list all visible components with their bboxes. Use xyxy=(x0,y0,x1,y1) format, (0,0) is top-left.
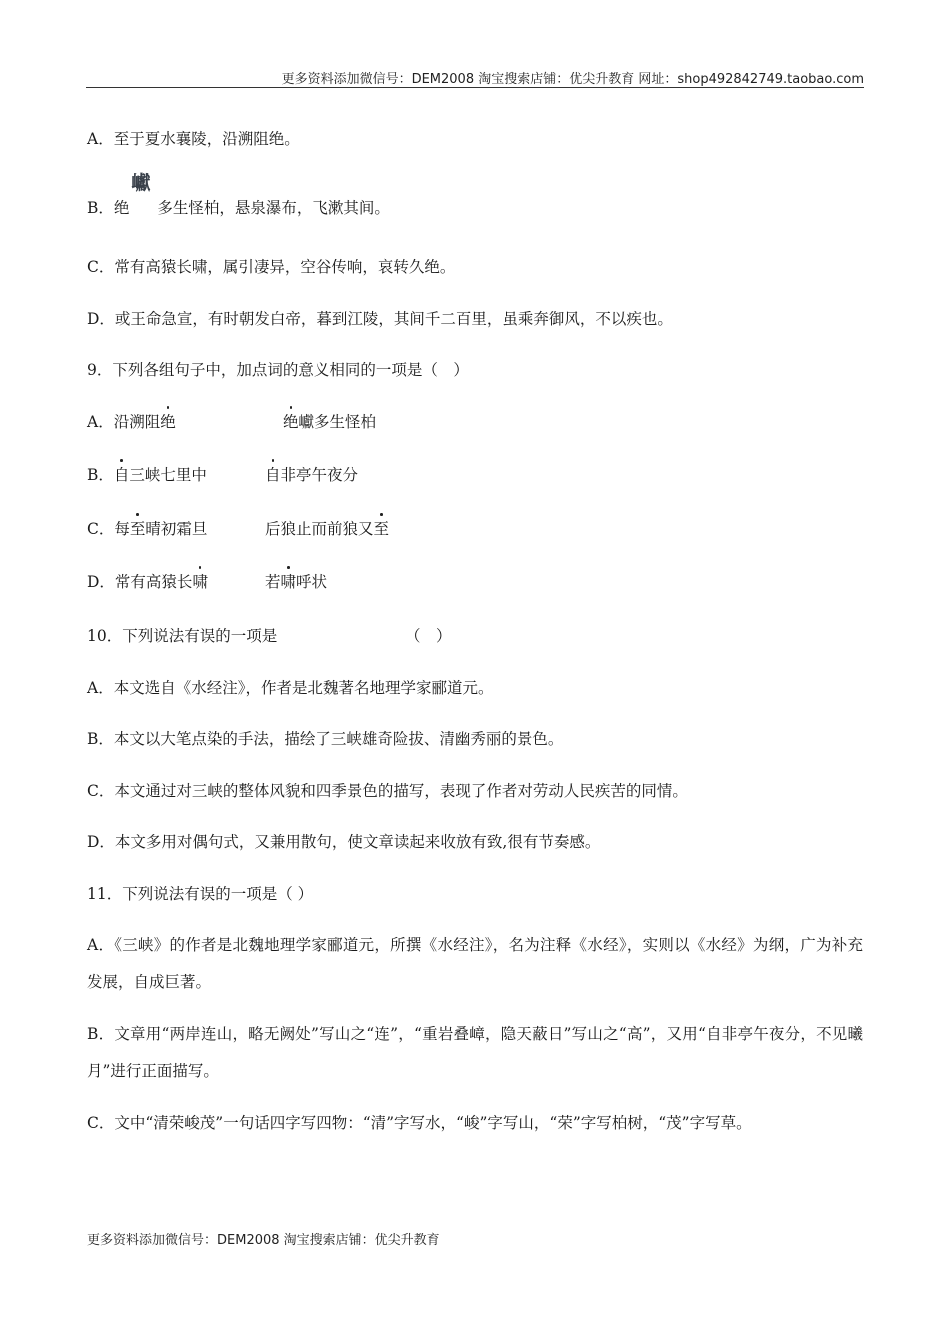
q9-option-a-right xyxy=(283,412,376,432)
q9-option-d-right xyxy=(265,572,327,592)
q9-d2-pre: 若 xyxy=(265,573,281,591)
q9-option-d-left xyxy=(87,572,208,592)
option-a: A．至于夏水襄陵，沿溯阻绝。 xyxy=(87,130,300,148)
q10-option-b: B．本文以大笔点染的手法，描绘了三峡雄奇险拔、清幽秀丽的景色。 xyxy=(87,730,564,748)
rare-character-glyph: 巘 xyxy=(131,172,150,194)
option-b xyxy=(87,172,390,218)
option-b-prefix: B．绝 xyxy=(87,199,130,217)
q10-option-d: D．本文多用对偶句式，又兼用散句，使文章读起来收放有致,很有节奏感。 xyxy=(87,833,601,851)
q9-option-a-left xyxy=(87,412,176,432)
option-c: C．常有高猿长啸，属引凄异，空谷传响，哀转久绝。 xyxy=(87,258,456,276)
q9-b1-post: 三峡七里中 xyxy=(129,466,207,484)
q11-option-b: B．文章用“两岸连山，略无阙处”写山之“连”，“重岩叠嶂，隐天蔽日”写山之“高”，又用“自非亭午夜分，不见曦月”进行正面描写。 xyxy=(87,1025,863,1080)
q9-a1-pre: A．沿溯阻 xyxy=(87,413,161,431)
q9-a2-dotted-word: 绝 xyxy=(283,413,299,431)
q10-option-a: A．本文选自《水经注》，作者是北魏著名地理学家郦道元。 xyxy=(87,679,494,697)
rare-character-image xyxy=(129,172,157,213)
q9-c1-post: 晴初霜旦 xyxy=(145,520,208,538)
q9-option-c-right xyxy=(265,519,389,539)
q9-c2-pre: 后狼止而前狼又 xyxy=(265,520,374,538)
q10-option-c: C．本文通过对三峡的整体风貌和四季景色的描写，表现了作者对劳动人民疾苦的同情。 xyxy=(87,782,688,800)
page-footer: 更多资料添加微信号：DEM2008 淘宝搜索店铺：优尖升教育 xyxy=(87,1233,440,1248)
q11-option-c: C．文中“清荣峻茂”一句话四字写四物：“清”字写水，“峻”字写山，“荣”字写柏树，“茂”字写草。 xyxy=(87,1114,752,1132)
q11-option-a: A．《三峡》的作者是北魏地理学家郦道元，所撰《水经注》，名为注释《水经》，实则以《水经》为纲，广为补充发展，自成巨著。 xyxy=(87,936,863,991)
q9-d1-dotted-word: 啸 xyxy=(192,573,208,591)
q10-stem: 10．下列说法有误的一项是 xyxy=(87,627,278,645)
q9-option-b-left xyxy=(87,465,207,485)
q9-option-c-left xyxy=(87,519,207,539)
q9-a2-post: 巘多生怪柏 xyxy=(298,413,377,431)
q9-d1-pre: D．常有高猿长 xyxy=(87,573,193,591)
q9-stem: 9．下列各组句子中，加点词的意义相同的一项是（ ） xyxy=(87,361,469,379)
q9-d2-dotted-word: 啸 xyxy=(280,573,297,591)
q9-c1-dotted-word: 至 xyxy=(129,520,146,538)
q9-b1-pre: B． xyxy=(87,466,114,484)
q9-b2-post: 非亭午夜分 xyxy=(280,466,359,484)
q9-d2-post: 呼状 xyxy=(296,573,328,591)
header-divider xyxy=(86,87,864,88)
q11-stem: 11．下列说法有误的一项是（ ） xyxy=(87,885,314,903)
q9-b2-dotted-word: 自 xyxy=(265,466,281,484)
q9-option-b-right xyxy=(265,465,358,485)
option-d: D．或王命急宣，有时朝发白帝，暮到江陵，其间千二百里，虽乘奔御风，不以疾也。 xyxy=(87,310,673,328)
q9-c2-dotted-word: 至 xyxy=(373,520,390,538)
page-header: 更多资料添加微信号：DEM2008 淘宝搜索店铺：优尖升教育 网址：shop492842749.taobao.com xyxy=(281,72,864,87)
q9-a1-dotted-word: 绝 xyxy=(160,413,176,431)
q9-c1-pre: C．每 xyxy=(87,520,130,538)
option-b-suffix: 多生怪柏，悬泉瀑布，飞漱其间。 xyxy=(157,199,390,217)
q9-b1-dotted-word: 自 xyxy=(113,466,130,484)
q10-answer-paren: （ ） xyxy=(405,627,452,645)
